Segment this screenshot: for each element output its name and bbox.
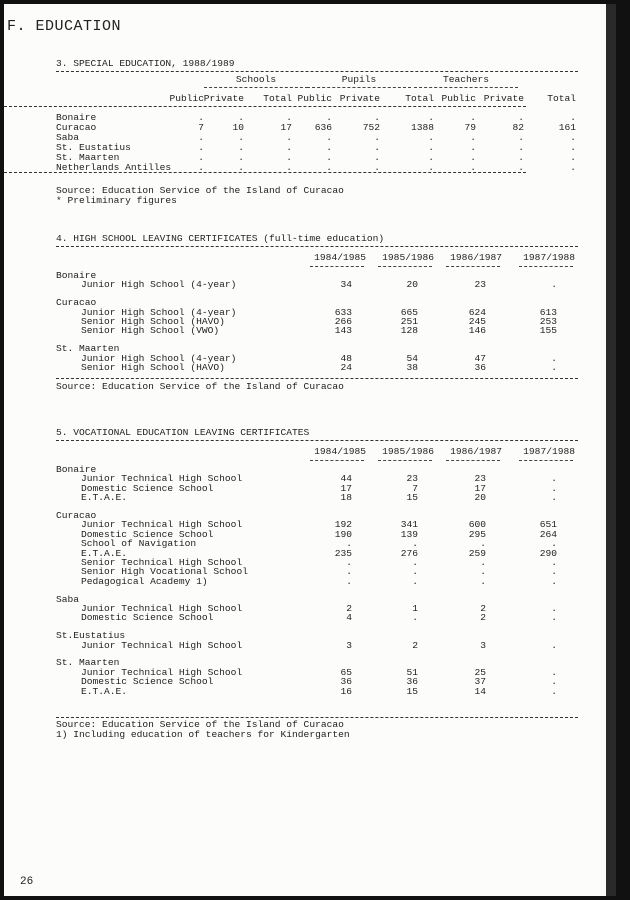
group-label: St. Maarten bbox=[56, 657, 120, 669]
table-cell: 54 bbox=[406, 352, 418, 364]
table-cell: 2 bbox=[480, 603, 486, 614]
divider bbox=[307, 87, 411, 88]
row-label: Senior High School (HAVO) bbox=[81, 316, 225, 327]
table-cell: 23 bbox=[406, 473, 418, 485]
table-cell: . bbox=[326, 152, 332, 163]
table-cell: . bbox=[374, 132, 380, 143]
divider bbox=[4, 106, 526, 107]
table-cell: . bbox=[286, 152, 292, 163]
table-cell: . bbox=[326, 142, 332, 153]
divider bbox=[378, 460, 432, 461]
group-label: Saba bbox=[56, 593, 80, 605]
column-group-header: Schools bbox=[235, 74, 277, 85]
table-cell: . bbox=[570, 162, 576, 173]
table-cell: 16 bbox=[340, 685, 352, 697]
table3-note: * Preliminary figures bbox=[56, 195, 177, 206]
table-cell: . bbox=[551, 279, 557, 291]
divider bbox=[4, 172, 526, 173]
table-cell: 276 bbox=[400, 547, 418, 559]
table-cell: 192 bbox=[334, 519, 352, 531]
table-cell: . bbox=[198, 112, 204, 123]
row-label: Junior Technical High School bbox=[81, 473, 243, 485]
table-cell: 161 bbox=[558, 122, 576, 133]
row-label: Domestic Science School bbox=[81, 676, 214, 688]
table-cell: . bbox=[551, 676, 557, 688]
table-cell: . bbox=[286, 162, 292, 173]
table-cell: . bbox=[470, 162, 476, 173]
table-cell: . bbox=[518, 132, 524, 143]
table-cell: 37 bbox=[474, 676, 486, 688]
section-title: F. EDUCATION bbox=[7, 18, 122, 35]
table-cell: 259 bbox=[468, 547, 486, 559]
year-column-header: 1984/1985 bbox=[314, 446, 366, 457]
table-cell: . bbox=[551, 575, 557, 587]
table-cell: 47 bbox=[474, 352, 486, 364]
column-header: Private bbox=[339, 93, 380, 104]
divider bbox=[310, 266, 364, 267]
table-cell: 128 bbox=[400, 325, 418, 337]
row-label: Curacao bbox=[56, 122, 97, 133]
divider bbox=[56, 71, 578, 72]
table-cell: . bbox=[570, 152, 576, 163]
table-cell: 15 bbox=[406, 492, 418, 504]
column-header: Public bbox=[297, 93, 332, 104]
row-label: Junior High School (4-year) bbox=[81, 306, 237, 318]
table-cell: . bbox=[551, 473, 557, 485]
table-cell: . bbox=[346, 575, 352, 587]
table-cell: . bbox=[480, 538, 486, 550]
year-column-header: 1984/1985 bbox=[314, 252, 366, 263]
table-cell: . bbox=[346, 538, 352, 550]
table-cell: 34 bbox=[340, 279, 352, 291]
row-label: Junior Technical High School bbox=[81, 666, 243, 678]
table-cell: 38 bbox=[406, 362, 418, 373]
divider bbox=[56, 378, 578, 379]
table-cell: . bbox=[551, 538, 557, 550]
table-cell: . bbox=[570, 132, 576, 143]
table4-title: 4. HIGH SCHOOL LEAVING CERTIFICATES (full-time education) bbox=[56, 233, 385, 244]
table-cell: . bbox=[238, 152, 244, 163]
table-cell: 23 bbox=[474, 473, 486, 485]
table-cell: 235 bbox=[334, 547, 352, 559]
table-cell: . bbox=[412, 612, 418, 624]
table-cell: . bbox=[198, 152, 204, 163]
divider bbox=[204, 87, 308, 88]
table-cell: . bbox=[238, 112, 244, 123]
table-cell: . bbox=[518, 152, 524, 163]
column-group-header: Teachers bbox=[442, 74, 490, 85]
column-header: Public bbox=[441, 93, 476, 104]
table-cell: . bbox=[412, 538, 418, 550]
table-cell: . bbox=[551, 685, 557, 697]
table5-title: 5. VOCATIONAL EDUCATION LEAVING CERTIFICATES bbox=[56, 427, 310, 438]
table5-note: 1) Including education of teachers for Kindergarten bbox=[56, 729, 350, 740]
table-cell: 7 bbox=[412, 482, 418, 494]
table-cell: 295 bbox=[468, 528, 486, 540]
row-label: Saba bbox=[56, 132, 80, 143]
column-group-header: Pupils bbox=[341, 74, 377, 85]
row-label: Senior Technical High School bbox=[81, 557, 243, 568]
year-column-header: 1985/1986 bbox=[382, 252, 434, 263]
group-label: Curacao bbox=[56, 297, 97, 309]
table-cell: . bbox=[198, 162, 204, 173]
table-cell: 2 bbox=[480, 612, 486, 624]
table3-source: Source: Education Service of the Island of Curacao bbox=[56, 185, 344, 196]
table-cell: . bbox=[518, 112, 524, 123]
table-cell: . bbox=[286, 112, 292, 123]
table-cell: 15 bbox=[406, 685, 418, 697]
table-cell: . bbox=[470, 132, 476, 143]
table-cell: 624 bbox=[468, 306, 486, 318]
divider bbox=[519, 266, 573, 267]
row-label: Senior High School (HAVO) bbox=[81, 362, 225, 373]
group-label: Bonaire bbox=[56, 464, 97, 475]
table4-source: Source: Education Service of the Island of Curacao bbox=[56, 381, 344, 392]
table-cell: 17 bbox=[340, 482, 352, 494]
table-cell: . bbox=[551, 362, 557, 373]
table-cell: . bbox=[570, 112, 576, 123]
row-label: Junior Technical High School bbox=[81, 639, 243, 651]
table-cell: 25 bbox=[474, 666, 486, 678]
table-cell: . bbox=[518, 162, 524, 173]
column-header: Private bbox=[483, 93, 524, 104]
table-cell: 651 bbox=[539, 519, 557, 531]
table-cell: . bbox=[551, 612, 557, 624]
table-cell: 143 bbox=[334, 325, 352, 337]
table-cell: . bbox=[518, 142, 524, 153]
table-cell: 2 bbox=[346, 603, 352, 614]
table-cell: . bbox=[238, 142, 244, 153]
table-cell: . bbox=[374, 152, 380, 163]
row-label: Netherlands Antilles bbox=[56, 162, 172, 173]
table-cell: 190 bbox=[334, 528, 352, 540]
group-label: Bonaire bbox=[56, 270, 97, 281]
year-column-header: 1986/1987 bbox=[450, 252, 502, 263]
table-cell: 36 bbox=[340, 676, 352, 688]
divider bbox=[414, 87, 518, 88]
row-label: Senior High Vocational School bbox=[81, 566, 248, 578]
table-cell: . bbox=[412, 566, 418, 578]
table-cell: . bbox=[412, 575, 418, 587]
table-cell: 245 bbox=[468, 316, 486, 327]
table5-source: Source: Education Service of the Island of Curacao bbox=[56, 719, 344, 730]
table-cell: . bbox=[551, 492, 557, 504]
table-cell: 633 bbox=[334, 306, 352, 318]
row-label: Junior Technical High School bbox=[81, 519, 243, 531]
table-cell: . bbox=[551, 666, 557, 678]
table-cell: 65 bbox=[340, 666, 352, 678]
table-cell: 36 bbox=[474, 362, 486, 373]
table-cell: 7 bbox=[198, 122, 204, 133]
year-column-header: 1987/1988 bbox=[523, 446, 575, 457]
row-label: St. Maarten bbox=[56, 152, 120, 163]
table-cell: . bbox=[480, 575, 486, 587]
table-cell: . bbox=[198, 142, 204, 153]
table-cell: . bbox=[374, 162, 380, 173]
divider bbox=[446, 266, 500, 267]
table-cell: 24 bbox=[340, 362, 352, 373]
table-cell: 264 bbox=[539, 528, 557, 540]
table-cell: 4 bbox=[346, 612, 352, 624]
divider bbox=[56, 440, 578, 441]
table-cell: . bbox=[551, 566, 557, 578]
table-cell: . bbox=[551, 639, 557, 651]
table-cell: . bbox=[286, 142, 292, 153]
table-cell: . bbox=[374, 112, 380, 123]
table-cell: 36 bbox=[406, 676, 418, 688]
table-cell: . bbox=[470, 112, 476, 123]
table-cell: . bbox=[551, 603, 557, 614]
divider bbox=[310, 460, 364, 461]
table-cell: . bbox=[346, 557, 352, 568]
table-cell: 341 bbox=[400, 519, 418, 531]
year-column-header: 1985/1986 bbox=[382, 446, 434, 457]
row-label: Domestic Science School bbox=[81, 528, 214, 540]
group-label: St.Eustatius bbox=[56, 630, 126, 642]
table-cell: . bbox=[326, 112, 332, 123]
table-cell: 600 bbox=[468, 519, 486, 531]
row-label: St. Eustatius bbox=[56, 142, 131, 153]
table-cell: 17 bbox=[280, 122, 292, 133]
table-cell: 3 bbox=[346, 639, 352, 651]
table-cell: 290 bbox=[539, 547, 557, 559]
table-cell: 253 bbox=[539, 316, 557, 327]
table-cell: . bbox=[551, 352, 557, 364]
divider bbox=[378, 266, 432, 267]
table-cell: . bbox=[428, 152, 434, 163]
table-cell: 82 bbox=[512, 122, 524, 133]
table-cell: . bbox=[346, 566, 352, 578]
table-cell: . bbox=[326, 132, 332, 143]
table-cell: 155 bbox=[539, 325, 557, 337]
table-cell: . bbox=[480, 566, 486, 578]
divider bbox=[446, 460, 500, 461]
group-label: Curacao bbox=[56, 510, 97, 521]
row-label: Domestic Science School bbox=[81, 482, 214, 494]
column-header: Total bbox=[405, 93, 434, 104]
column-header: Private bbox=[203, 93, 244, 104]
row-label: School of Navigation bbox=[81, 538, 197, 550]
table-cell: . bbox=[374, 142, 380, 153]
table-cell: . bbox=[198, 132, 204, 143]
table-cell: 17 bbox=[474, 482, 486, 494]
table-cell: 10 bbox=[232, 122, 244, 133]
table3-title: 3. SPECIAL EDUCATION, 1988/1989 bbox=[56, 58, 235, 69]
row-label: E.T.A.E. bbox=[81, 492, 128, 504]
row-label: Bonaire bbox=[56, 112, 97, 123]
table-cell: 20 bbox=[474, 492, 486, 504]
row-label: Junior High School (4-year) bbox=[81, 279, 237, 291]
table-cell: . bbox=[480, 557, 486, 568]
table-cell: 266 bbox=[334, 316, 352, 327]
column-header: Public bbox=[169, 93, 204, 104]
column-header: Total bbox=[263, 93, 292, 104]
column-header: Total bbox=[547, 93, 576, 104]
year-column-header: 1986/1987 bbox=[450, 446, 502, 457]
row-label: E.T.A.E. bbox=[81, 547, 128, 559]
table-cell: 3 bbox=[480, 639, 486, 651]
table-cell: 636 bbox=[314, 122, 332, 133]
table-cell: 79 bbox=[464, 122, 476, 133]
table-cell: . bbox=[286, 132, 292, 143]
table-cell: 1388 bbox=[410, 122, 434, 133]
table-cell: . bbox=[551, 482, 557, 494]
year-column-header: 1987/1988 bbox=[523, 252, 575, 263]
table-cell: 139 bbox=[400, 528, 418, 540]
table-cell: . bbox=[470, 152, 476, 163]
row-label: Junior Technical High School bbox=[81, 603, 243, 614]
table-cell: 51 bbox=[406, 666, 418, 678]
table-cell: 14 bbox=[474, 685, 486, 697]
table-cell: . bbox=[551, 557, 557, 568]
table-cell: . bbox=[570, 142, 576, 153]
table-cell: 1 bbox=[412, 603, 418, 614]
table-cell: 48 bbox=[340, 352, 352, 364]
table-cell: . bbox=[428, 132, 434, 143]
table-cell: . bbox=[470, 142, 476, 153]
page-number: 26 bbox=[20, 876, 34, 888]
row-label: Domestic Science School bbox=[81, 612, 214, 624]
table-cell: 146 bbox=[468, 325, 486, 337]
table-cell: 665 bbox=[400, 306, 418, 318]
table-cell: 23 bbox=[474, 279, 486, 291]
table-cell: 752 bbox=[362, 122, 380, 133]
document-page bbox=[4, 4, 616, 896]
row-label: E.T.A.E. bbox=[81, 685, 128, 697]
row-label: Senior High School (VWO) bbox=[81, 325, 220, 337]
table-cell: . bbox=[238, 162, 244, 173]
table-cell: 251 bbox=[400, 316, 418, 327]
table-cell: 613 bbox=[539, 306, 557, 318]
table-cell: 2 bbox=[412, 639, 418, 651]
divider bbox=[56, 246, 578, 247]
row-label: Pedagogical Academy 1) bbox=[81, 575, 208, 587]
table-cell: . bbox=[238, 132, 244, 143]
table-cell: . bbox=[428, 142, 434, 153]
table-cell: 44 bbox=[340, 473, 352, 485]
row-label: Junior High School (4-year) bbox=[81, 352, 237, 364]
table-cell: . bbox=[428, 162, 434, 173]
table-cell: . bbox=[326, 162, 332, 173]
table-cell: 18 bbox=[340, 492, 352, 504]
group-label: St. Maarten bbox=[56, 343, 120, 355]
table-cell: . bbox=[428, 112, 434, 123]
divider bbox=[56, 717, 578, 718]
table-cell: 20 bbox=[406, 279, 418, 291]
table-cell: . bbox=[412, 557, 418, 568]
divider bbox=[519, 460, 573, 461]
